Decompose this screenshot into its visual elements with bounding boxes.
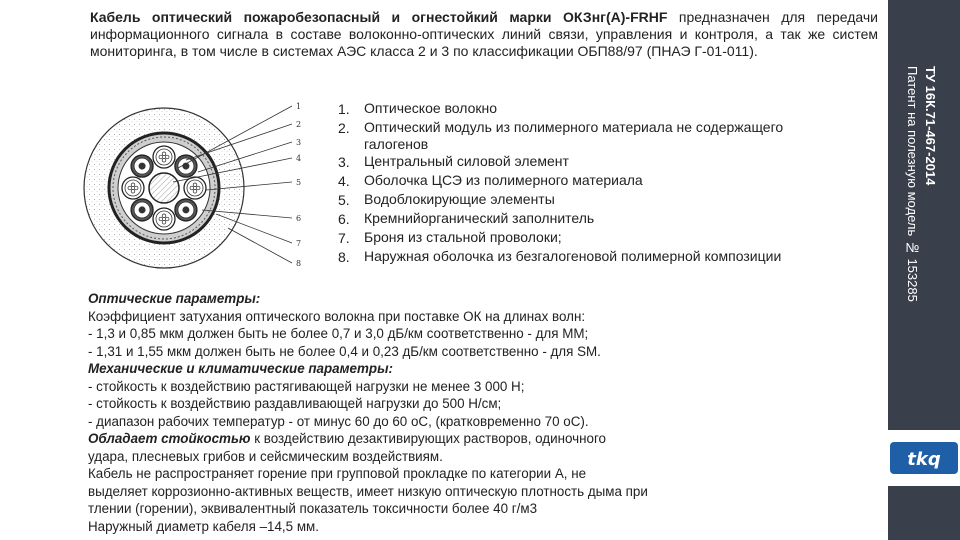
- optical-fiber: [128, 186, 132, 190]
- optical-fiber: [162, 158, 166, 162]
- optical-heading: Оптические параметры:: [88, 291, 261, 306]
- optical-fiber: [134, 186, 138, 190]
- callout-number: 1: [296, 102, 302, 111]
- optical-line: - 1,3 и 0,85 мкм должен быть не более 0,7 и 3,0 дБ/км соответственно - для ММ;: [88, 326, 589, 341]
- part-number: 1.: [338, 101, 350, 117]
- resistance-text: к воздействию дезактивирующих растворов, одиночного: [250, 431, 606, 446]
- patent-number: Патент на полезную модель № 153285: [905, 66, 920, 302]
- part-number: 5.: [338, 192, 350, 208]
- resistance-line: [88, 430, 728, 448]
- intro-text: предназначен для передачи информационного сигнала в составе волоконно-оптических линий связи, управления и контроля, а так же систем мониторинга, в том числе в системах АЭС класса 2 и 3 по классификации ОБП88/97 (ПНАЭ Г-01-011).: [90, 9, 878, 59]
- optical-fiber: [131, 183, 135, 187]
- part-label: Кремнийорганический заполнитель: [364, 210, 595, 226]
- part-number: 7.: [338, 230, 350, 246]
- water-blocking-element: [182, 206, 189, 213]
- optical-fiber: [193, 183, 197, 187]
- module-tube: [125, 180, 141, 196]
- water-blocking-element: [139, 206, 146, 213]
- tail-line: удара, плесневых грибов и сейсмическим воздействиям.: [88, 448, 443, 464]
- mechanical-line: - стойкость к воздействию растягивающей нагрузки не менее 3 000 Н;: [88, 378, 525, 394]
- callout-number: 5: [296, 178, 302, 187]
- part-label: Оболочка ЦСЭ из полимерного материала: [364, 172, 643, 188]
- part-label: Оптическое волокно: [364, 100, 498, 116]
- part-number: 6.: [338, 211, 350, 227]
- mechanical-line: - диапазон рабочих температур - от минус 60 до 60 оС, (кратковременно 70 оС).: [88, 413, 589, 429]
- mechanical-line: - стойкость к воздействию раздавливающей нагрузки до 500 Н/см;: [88, 396, 502, 411]
- parameters-block: [88, 290, 728, 535]
- optical-fiber: [131, 189, 135, 193]
- optical-fiber: [159, 155, 163, 159]
- intro-paragraph: [90, 9, 878, 60]
- part-number: 8.: [338, 249, 350, 265]
- sidebar-vertical-text: [903, 66, 939, 302]
- part-item: [338, 248, 848, 267]
- part-label: Оптический модуль из полимерного материала не содержащего галогенов: [364, 119, 784, 152]
- mechanical-heading: Механические и климатические параметры:: [88, 361, 393, 376]
- callout-number: 3: [296, 138, 302, 147]
- part-label: Водоблокирующие элементы: [364, 191, 555, 207]
- part-label: Центральный силовой элемент: [364, 153, 569, 169]
- optical-fiber: [165, 217, 169, 221]
- callout-number: 2: [296, 120, 302, 129]
- part-item: [338, 119, 848, 153]
- optical-fiber: [162, 220, 166, 224]
- part-item: [338, 100, 848, 119]
- tail-line: выделяет коррозионно-активных веществ, имеет низкую оптическую плотность дыма при: [88, 483, 648, 499]
- optical-fiber: [196, 186, 200, 190]
- optical-fiber: [193, 189, 197, 193]
- part-label: Броня из стальной проволоки;: [364, 229, 562, 245]
- optical-fiber: [159, 217, 163, 221]
- part-item: [338, 172, 848, 191]
- cable-title: Кабель оптический пожаробезопасный и огнестойкий марки ОКЗнг(А)-FRHF: [90, 9, 668, 25]
- part-number: 3.: [338, 154, 350, 170]
- cable-cross-section-diagram: [78, 98, 318, 278]
- module-tube: [156, 149, 172, 165]
- part-item: [338, 229, 848, 248]
- optical-fiber: [162, 214, 166, 218]
- part-item: [338, 210, 848, 229]
- part-label: Наружная оболочка из безгалогеновой полимерной композиции: [364, 248, 782, 264]
- central-strength-member: [149, 173, 179, 203]
- callout-number: 6: [296, 214, 302, 223]
- resistance-heading: Обладает стойкостью: [88, 431, 251, 446]
- part-item: [338, 191, 848, 210]
- water-blocking-element: [139, 163, 146, 170]
- callout-line: [228, 228, 292, 263]
- company-logo: [888, 430, 960, 486]
- optical-line: Коэффициент затухания оптического волокна при поставке ОК на длинах волн:: [88, 308, 586, 324]
- callout-number: 8: [296, 259, 302, 268]
- callout-number: 7: [296, 239, 302, 248]
- svg-text:tkq: tkq: [907, 449, 941, 470]
- tail-line: Кабель не распространяет горение при групповой прокладке по категории А, не: [88, 466, 587, 481]
- tu-code: ТУ 16К.71-467-2014: [923, 66, 938, 186]
- optical-line: - 1,31 и 1,55 мкм должен быть не более 0,4 и 0,23 дБ/км соответственно - для SM.: [88, 343, 601, 359]
- module-tube: [187, 180, 203, 196]
- optical-fiber: [190, 186, 194, 190]
- part-number: 2.: [338, 120, 350, 136]
- module-tube: [156, 211, 172, 227]
- tail-line: тлении (горении), эквивалентный показатель токсичности более 40 г/м3: [88, 501, 538, 516]
- optical-fiber: [162, 152, 166, 156]
- optical-fiber: [165, 155, 169, 159]
- parts-list: [338, 100, 848, 267]
- callout-number: 4: [296, 154, 302, 163]
- part-item: [338, 153, 848, 172]
- outer-diameter-line: Наружный диаметр кабеля –14,5 мм.: [88, 518, 319, 534]
- part-number: 4.: [338, 173, 350, 189]
